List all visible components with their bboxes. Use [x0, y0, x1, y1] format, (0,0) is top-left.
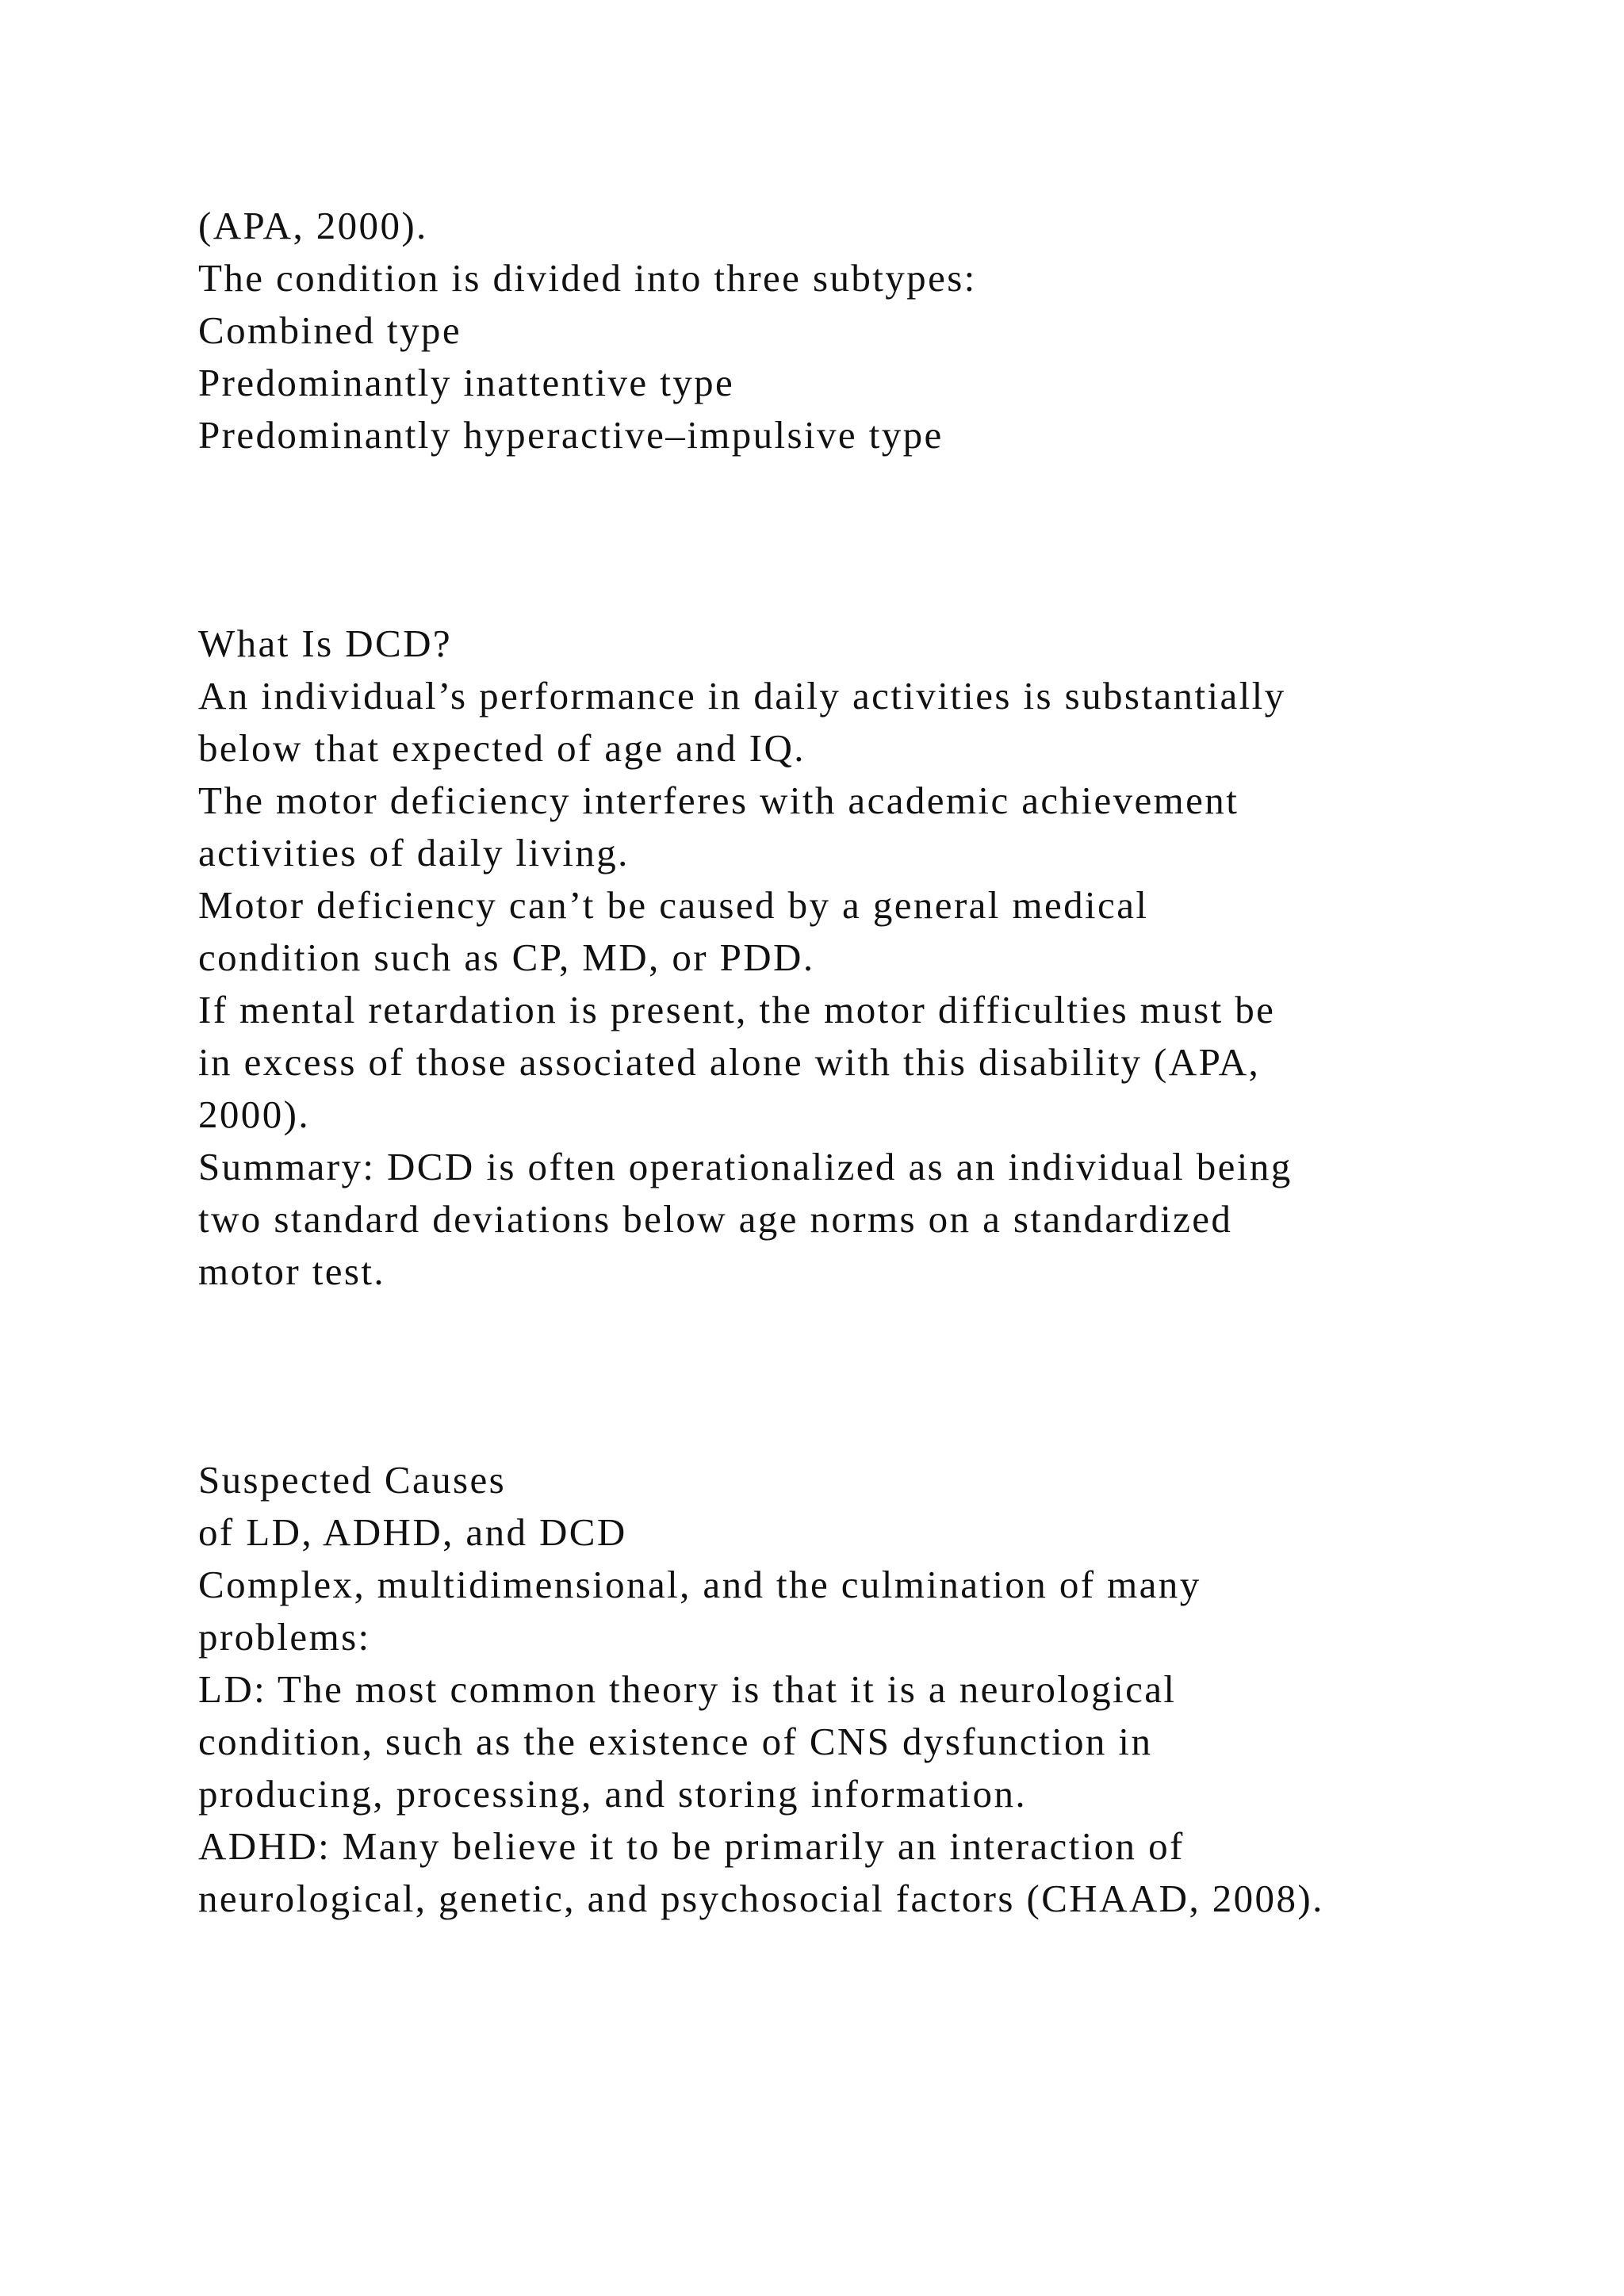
- text-line: If mental retardation is present, the motor difficulties must be: [198, 988, 1276, 1031]
- text-line: producing, processing, and storing information.: [198, 1772, 1027, 1816]
- text-line: Summary: DCD is often operationalized as an individual being: [198, 1145, 1293, 1188]
- section-heading: What Is DCD?: [198, 622, 453, 665]
- text-line: ADHD: Many believe it to be primarily an interaction of: [198, 1824, 1185, 1868]
- text-line: (APA, 2000).: [198, 204, 428, 247]
- text-line: Combined type: [198, 308, 462, 352]
- text-line: An individual’s performance in daily activities is substantially: [198, 674, 1286, 718]
- text-line: Motor deficiency can’t be caused by a general medical: [198, 883, 1149, 927]
- text-line: Predominantly hyperactive–impulsive type: [198, 413, 944, 457]
- text-line: condition, such as the existence of CNS dysfunction in: [198, 1720, 1153, 1763]
- text-line: The condition is divided into three subtypes:: [198, 256, 977, 300]
- text-line: problems:: [198, 1615, 371, 1659]
- text-line: Predominantly inattentive type: [198, 361, 735, 404]
- text-line: The motor deficiency interferes with academic achievement: [198, 779, 1239, 822]
- text-line: activities of daily living.: [198, 831, 630, 874]
- text-line: in excess of those associated alone with this disability (APA,: [198, 1040, 1261, 1084]
- text-line: LD: The most common theory is that it is a neurological: [198, 1667, 1177, 1711]
- text-line: 2000).: [198, 1093, 310, 1136]
- text-line: Complex, multidimensional, and the culmination of many: [198, 1563, 1201, 1606]
- text-line: condition such as CP, MD, or PDD.: [198, 936, 815, 979]
- text-line: two standard deviations below age norms on a standardized: [198, 1197, 1233, 1241]
- text-line: below that expected of age and IQ.: [198, 726, 806, 770]
- text-line: motor test.: [198, 1249, 385, 1293]
- section-heading: of LD, ADHD, and DCD: [198, 1510, 627, 1554]
- section-heading: Suspected Causes: [198, 1458, 507, 1502]
- text-line: neurological, genetic, and psychosocial factors (CHAAD, 2008).: [198, 1877, 1324, 1920]
